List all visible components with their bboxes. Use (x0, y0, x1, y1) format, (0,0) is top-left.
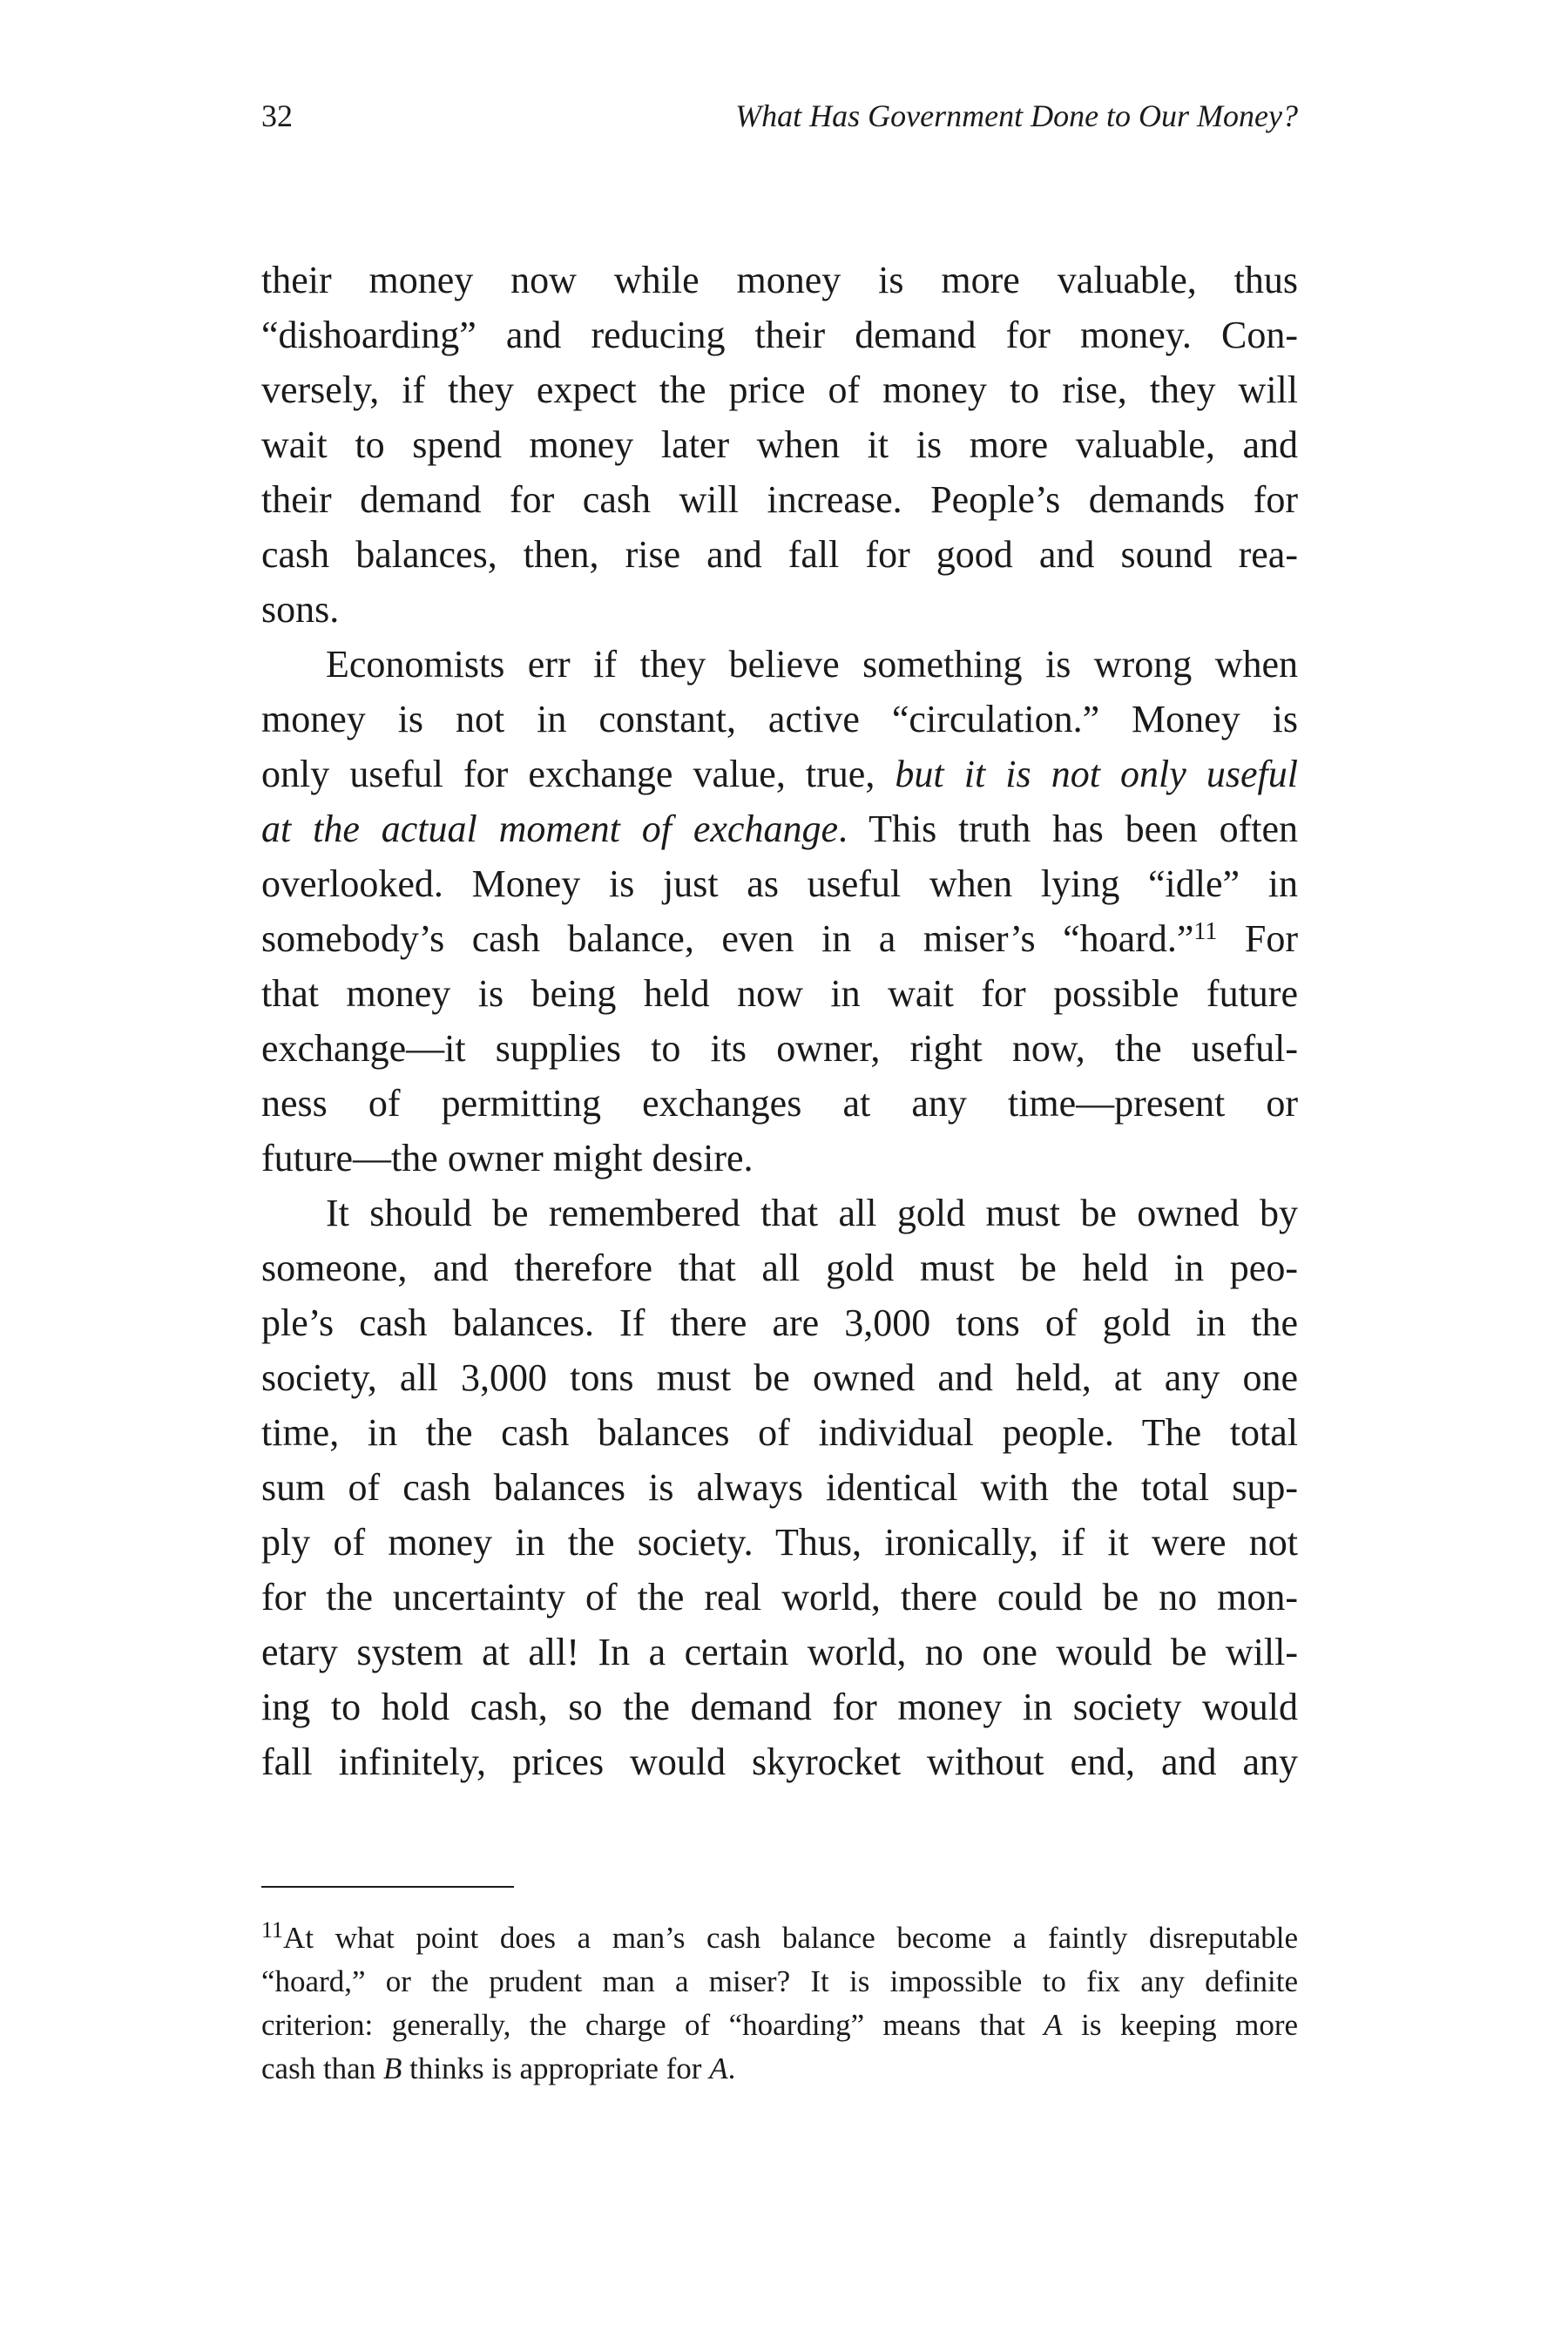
text-segment: is keeping more (1081, 2008, 1299, 2042)
footnote-reference[interactable]: 11 (1193, 918, 1218, 945)
text-line: exchange—it supplies to its owner, right now, the useful- (261, 1027, 1298, 1070)
text-line: money is not in constant, active “circulation.” Money is (261, 698, 1298, 740)
paragraph-3 (261, 1186, 1298, 1789)
text-line: wait to spend money later when it is more valuable, and (261, 423, 1298, 466)
text-line: that money is being held now in wait for possible future (261, 972, 1298, 1015)
text-segment: For (1244, 917, 1298, 960)
footnote-line: “hoard,” or the prudent man a miser? It is impossible to fix any definite (261, 1964, 1298, 1998)
text-line (261, 747, 1298, 801)
italic-variable: A (709, 2051, 728, 2085)
text-line: their money now while money is more valuable, thus (261, 259, 1298, 301)
text-line: future—the owner might desire. (261, 1137, 754, 1179)
text-line: overlooked. Money is just as useful when lying “idle” in (261, 862, 1298, 905)
paragraph-2 (261, 637, 1298, 1186)
text-line: someone, and therefore that all gold must be held in peo- (261, 1247, 1298, 1289)
running-head (261, 94, 1298, 138)
page-number: 32 (261, 98, 293, 133)
text-line: ing to hold cash, so the demand for money in society would (261, 1686, 1298, 1728)
running-title: What Has Government Done to Our Money? (735, 98, 1298, 133)
text-line (261, 911, 1298, 966)
text-segment: criterion: generally, the charge of “hoarding” means that (261, 2008, 1025, 2042)
text-line: ness of permitting exchanges at any time—present or (261, 1082, 1298, 1125)
text-segment: somebody’s cash balance, even in a miser’s “hoard.” (261, 917, 1194, 960)
text-line: sum of cash balances is always identical with the total sup- (261, 1466, 1298, 1509)
text-segment: only useful for exchange value, true, (261, 753, 875, 795)
text-line: society, all 3,000 tons must be owned and held, at any one (261, 1356, 1298, 1399)
body-text (261, 253, 1298, 1789)
text-line (261, 801, 1298, 856)
text-segment: At what point does a man’s cash balance become a faintly disreputable (283, 1921, 1298, 1955)
footnote-line (261, 1916, 1298, 1960)
text-line: versely, if they expect the price of money to rise, they will (261, 368, 1298, 411)
text-line: sons. (261, 588, 340, 631)
text-line: etary system at all! In a certain world, no one would be will- (261, 1631, 1298, 1673)
text-segment: . (727, 2051, 736, 2085)
text-segment: . This truth has been often (837, 808, 1299, 850)
text-line: It should be remembered that all gold must be owned by (326, 1192, 1298, 1234)
italic-text: at the actual moment of exchange (261, 808, 838, 850)
italic-text: but it is not only useful (895, 753, 1298, 795)
text-segment: cash than (261, 2051, 376, 2085)
footnote-line (261, 2047, 1298, 2091)
text-line: for the uncertainty of the real world, there could be no mon- (261, 1576, 1298, 1619)
text-line: cash balances, then, rise and fall for good and sound rea- (261, 533, 1298, 576)
footnote-number: 11 (261, 1917, 284, 1943)
text-line: fall infinitely, prices would skyrocket without end, and any (261, 1740, 1298, 1783)
text-line: ple’s cash balances. If there are 3,000 tons of gold in the (261, 1301, 1298, 1344)
text-line: ply of money in the society. Thus, ironically, if it were not (261, 1521, 1298, 1564)
text-line: Economists err if they believe something is wrong when (326, 643, 1298, 686)
italic-variable: A (1044, 2008, 1063, 2042)
paragraph-1 (261, 253, 1298, 637)
footnote (261, 1916, 1298, 2091)
text-segment: thinks is appropriate for (409, 2051, 702, 2085)
footnote-line (261, 2004, 1298, 2047)
text-line: time, in the cash balances of individual people. The total (261, 1411, 1298, 1454)
italic-variable: B (382, 2051, 402, 2085)
text-line: their demand for cash will increase. People’s demands for (261, 478, 1298, 521)
text-line: “dishoarding” and reducing their demand for money. Con- (261, 314, 1298, 356)
footnote-divider (261, 1886, 514, 1888)
